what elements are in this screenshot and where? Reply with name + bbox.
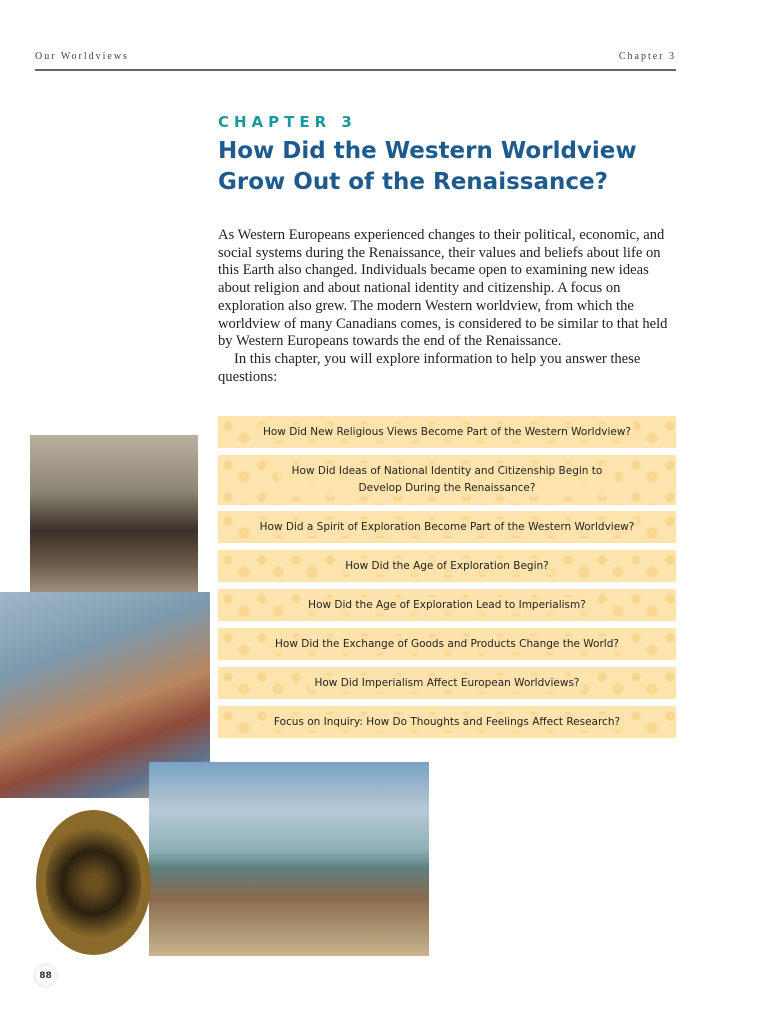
question-banner [218, 589, 676, 621]
chapter-title [218, 136, 688, 198]
page-number: 88 [33, 963, 58, 988]
intro-paragraph: In this chapter, you will explore information to help you answer these questions: [218, 350, 641, 385]
intro-paragraph: As Western Europeans experienced changes to their political, economic, and social systems during the Renaissance, their values and beliefs about life on this Earth also changed. Individuals became open to examining new ideas about religion and about national identity and citizenship. A focus on exploration also grew. The modern Western worldview, from which the worldview of many Canadians comes, is considered to be similar to that held by Western Europeans towards the end of the Renaissance. [218, 227, 668, 350]
question-banner [218, 706, 676, 738]
question-banner [218, 628, 676, 660]
question-banner [218, 511, 676, 543]
question-text: How Did the Exchange of Goods and Products Change the World? [271, 636, 623, 653]
question-banner [218, 550, 676, 582]
question-text: How Did Imperialism Affect European Worldviews? [310, 675, 583, 692]
title-line: How Did the Western Worldview [218, 138, 637, 164]
header-rule [35, 69, 676, 71]
astrolabe-image [36, 810, 151, 955]
question-text: How Did the Age of Exploration Begin? [341, 558, 552, 575]
question-text: How Did the Age of Exploration Lead to Imperialism? [304, 597, 590, 614]
question-banner [218, 416, 676, 448]
question-text: How Did Ideas of National Identity and Citizenship Begin to Develop During the Renaissance? [278, 463, 616, 497]
reformation-painting [30, 435, 198, 595]
question-banner [218, 667, 676, 699]
title-line: Grow Out of the Renaissance? [218, 169, 608, 195]
question-text: Focus on Inquiry: How Do Thoughts and Feelings Affect Research? [270, 714, 624, 731]
question-text: How Did a Spirit of Exploration Become Part of the Western Worldview? [256, 519, 639, 536]
running-header-left: Our Worldviews [35, 51, 129, 62]
intro-text [218, 227, 678, 386]
question-banner [218, 455, 676, 505]
running-header-right: Chapter 3 [618, 51, 676, 62]
question-text: How Did New Religious Views Become Part of the Western Worldview? [259, 424, 635, 441]
cartier-landing-painting [149, 762, 429, 956]
chapter-label: CHAPTER 3 [218, 113, 357, 131]
